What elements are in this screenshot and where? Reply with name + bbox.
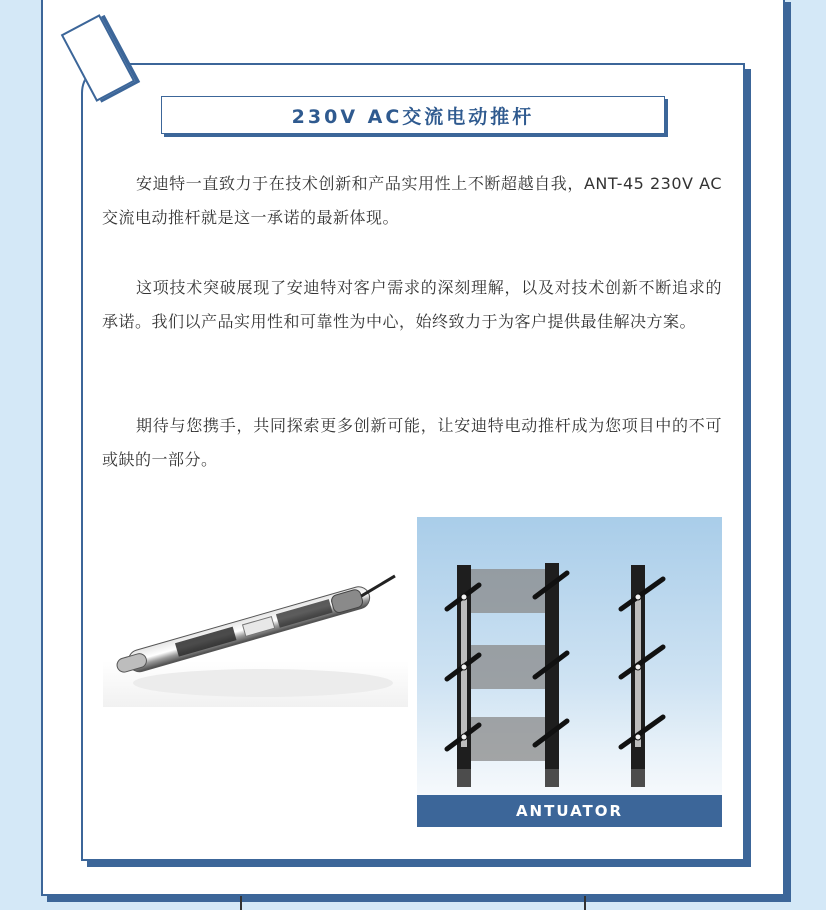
actuator-product-image	[103, 555, 408, 707]
paragraph-3: 期待与您携手，共同探索更多创新可能，让安迪特电动推杆成为您项目中的不可或缺的一部分。	[102, 416, 722, 469]
bottom-tick-left	[240, 896, 242, 910]
paragraph-2: 这项技术突破展现了安迪特对客户需求的深刻理解，以及对技术创新不断追求的承诺。我们以产品实用性和可靠性为中心，始终致力于为客户提供最佳解决方案。	[102, 278, 722, 331]
image-caption-bar	[417, 795, 722, 827]
louvre-actuator-image	[417, 517, 722, 795]
paragraph-1: 安迪特一直致力于在技术创新和产品实用性上不断超越自我，ANT-45 230V AC交流电动推杆就是这一承诺的最新体现。	[102, 174, 722, 227]
title-box	[161, 96, 665, 134]
page-title: 230V AC交流电动推杆	[291, 105, 535, 128]
bottom-tick-right	[584, 896, 586, 910]
image-caption: ANTUATOR	[515, 802, 624, 820]
